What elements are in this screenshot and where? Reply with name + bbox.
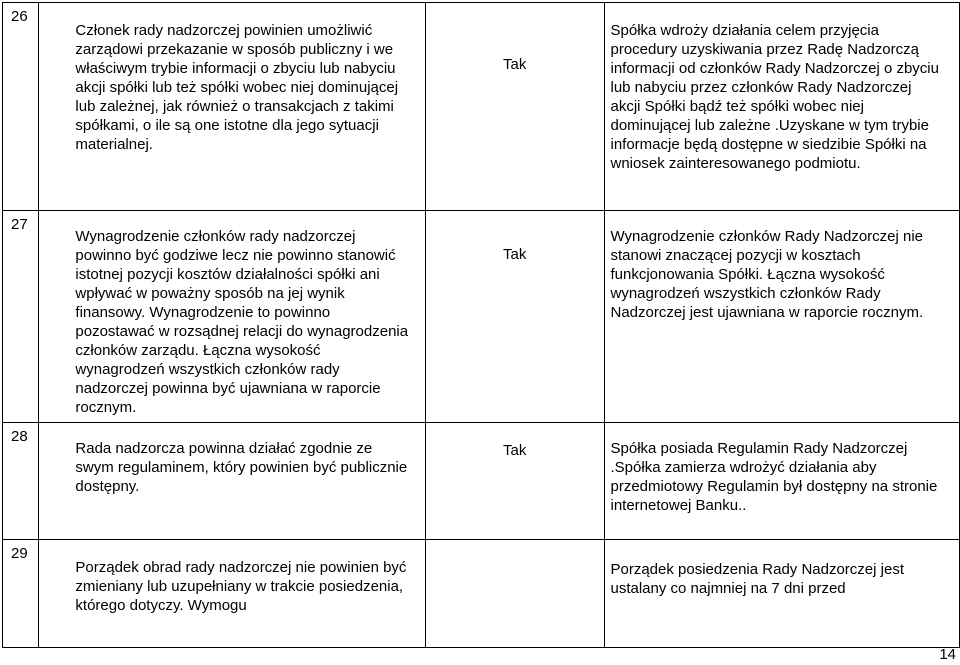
governance-table	[2, 2, 960, 648]
requirement-cell	[39, 540, 425, 648]
answer-cell	[425, 3, 604, 211]
comment-cell	[604, 423, 960, 540]
answer-cell	[425, 540, 604, 648]
row-number: 28	[3, 423, 39, 540]
row-number: 26	[3, 3, 39, 211]
comment-text: Porządek posiedzenia Rady Nadzorczej jest ustalany co najmniej na 7 dni przed	[610, 561, 904, 597]
table-row	[3, 540, 960, 648]
requirement-text: Wynagrodzenie członków rady nadzorczej powinno być godziwe lecz nie powinno stanowić istotnej pozycji kosztów działalności spółki ani wpływać w poważny sposób na jej wynik finansowy. Wynagrodzenie to powinno pozostawać w rozsądnej relacji do wynagrodzenia członków zarządu. Łączna wysokość wynagrodzeń wszystkich członków rady nadzorczej powinna być ujawniana w raporcie rocznym.	[75, 228, 409, 416]
requirement-text: Porządek obrad rady nadzorczej nie powinien być zmieniany lub uzupełniany w trakcie posiedzenia, którego dotyczy. Wymogu	[75, 559, 407, 614]
row-number: 27	[3, 211, 39, 423]
table-row	[3, 3, 960, 211]
row-number: 29	[3, 540, 39, 648]
answer-text: Tak	[503, 56, 527, 73]
comment-text: Spółka wdroży działania celem przyjęcia procedury uzyskiwania przez Radę Nadzorczą informacji od członków Rady Nadzorczej o zbyciu lub nabyciu przez członków Rady Nadzorczej akcji Spółki bądź też spółki wobec niej dominującej lub zależne .Uzyskane w tym trybie informacje będą dostępne w siedzibie Spółki na wniosek zainteresowanego podmiotu.	[610, 22, 939, 172]
answer-text	[426, 540, 604, 556]
requirement-cell	[39, 3, 425, 211]
comment-cell	[604, 3, 960, 211]
comment-cell	[604, 211, 960, 423]
answer-cell	[425, 423, 604, 540]
requirement-text: Członek rady nadzorczej powinien umożliwić zarządowi przekazanie w sposób publiczny i we właściwym trybie informacji o zbyciu lub nabyciu akcji spółki lub też spółki wobec niej dominującej lub zależnej, jak również o transakcjach z takimi spółkami, o ile są one istotne dla jego sytuacji materialnej.	[75, 22, 399, 153]
requirement-cell	[39, 211, 425, 423]
page-number: 14	[939, 646, 956, 663]
comment-text: Spółka posiada Regulamin Rady Nadzorczej .Spółka zamierza wdrożyć działania aby przedmiotowy Regulamin był dostępny na stronie internetowej Banku..	[610, 440, 938, 514]
comment-text: Wynagrodzenie członków Rady Nadzorczej nie stanowi znaczącej pozycji w kosztach funkcjonowania Spółki. Łączna wysokość wynagrodzeń wszystkich członków Rady Nadzorczej jest ujawniana w raporcie rocznym.	[610, 228, 924, 321]
answer-text: Tak	[503, 246, 527, 263]
answer-cell	[425, 211, 604, 423]
requirement-text: Rada nadzorcza powinna działać zgodnie ze swym regulaminem, który powinien być publicznie dostępny.	[75, 440, 408, 495]
table-row	[3, 211, 960, 423]
table-row	[3, 423, 960, 540]
answer-text: Tak	[503, 442, 527, 459]
comment-cell	[604, 540, 960, 648]
requirement-cell	[39, 423, 425, 540]
